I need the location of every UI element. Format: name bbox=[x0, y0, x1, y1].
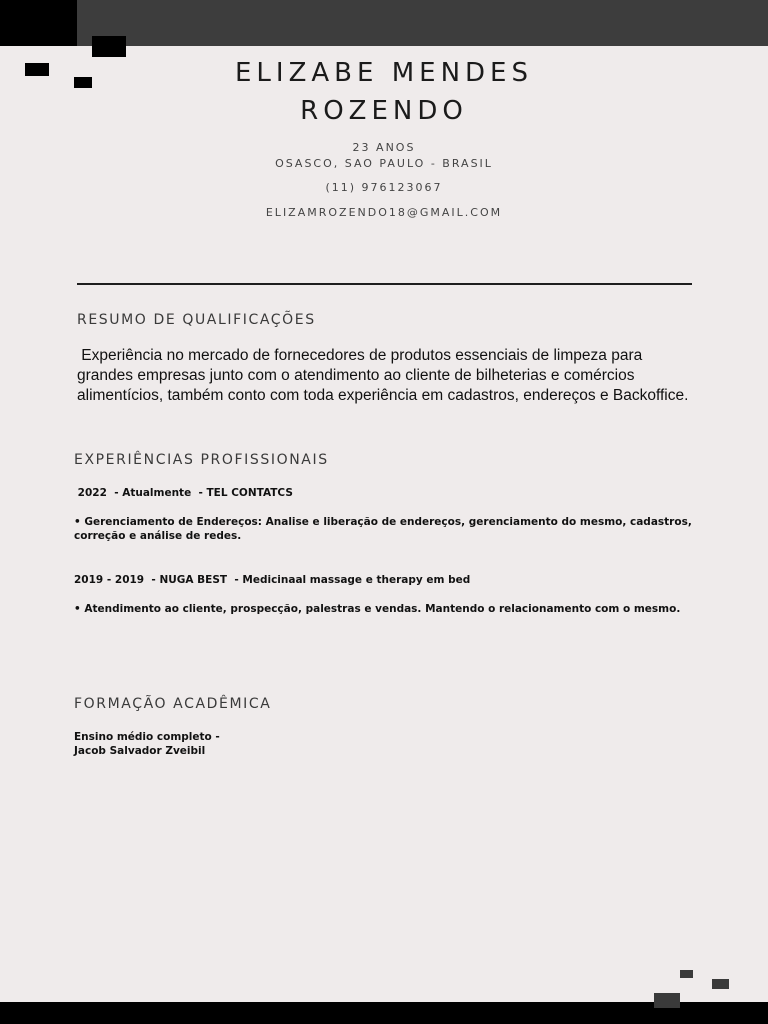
deco-square bbox=[92, 36, 126, 57]
phone-text: (11) 976123067 bbox=[325, 181, 443, 194]
name-line-2: ROZENDO bbox=[300, 96, 468, 126]
education-line: Ensino médio completo - bbox=[74, 731, 220, 743]
location-text: OSASCO, SAO PAULO - BRASIL bbox=[275, 157, 493, 170]
job-header: 2019 - 2019 - NUGA BEST - Medicinaal massage e therapy em bed bbox=[74, 574, 471, 586]
summary-line: grandes empresas junto com o atendimento ao cliente de bilheterias e comércios bbox=[77, 367, 635, 384]
deco-square bbox=[654, 993, 680, 1008]
age-text: 23 ANOS bbox=[352, 141, 416, 154]
job-description: • Gerenciamento de Endereços: Analise e liberação de endereços, gerenciamento do mesmo, cadastros, bbox=[74, 516, 692, 528]
summary-title: RESUMO DE QUALIFICAÇÕES bbox=[77, 312, 316, 328]
experience-title: EXPERIÊNCIAS PROFISSIONAIS bbox=[74, 452, 329, 468]
summary-line: Experiência no mercado de fornecedores de produtos essenciais de limpeza para bbox=[77, 347, 643, 364]
education-title: FORMAÇÃO ACADÊMICA bbox=[74, 696, 272, 712]
job-header: 2022 - Atualmente - TEL CONTATCS bbox=[74, 487, 293, 499]
summary-text bbox=[77, 346, 707, 406]
bottom-bar bbox=[0, 1002, 768, 1024]
email-text: ELIZAMROZENDO18@GMAIL.COM bbox=[265, 206, 503, 219]
name-line-1: ELIZABE MENDES bbox=[235, 58, 533, 88]
deco-square bbox=[680, 970, 693, 978]
divider-rule bbox=[77, 283, 692, 285]
summary-line: alimentícios, também conto com toda experiência em cadastros, endereços e Backoffice. bbox=[77, 387, 689, 404]
deco-square bbox=[712, 979, 729, 989]
top-corner-block bbox=[0, 0, 77, 46]
job-description: • Atendimento ao cliente, prospecção, palestras e vendas. Mantendo o relacionamento com o mesmo. bbox=[74, 603, 681, 615]
education-line: Jacob Salvador Zveibil bbox=[74, 745, 206, 757]
job-description: correção e análise de redes. bbox=[74, 530, 242, 542]
